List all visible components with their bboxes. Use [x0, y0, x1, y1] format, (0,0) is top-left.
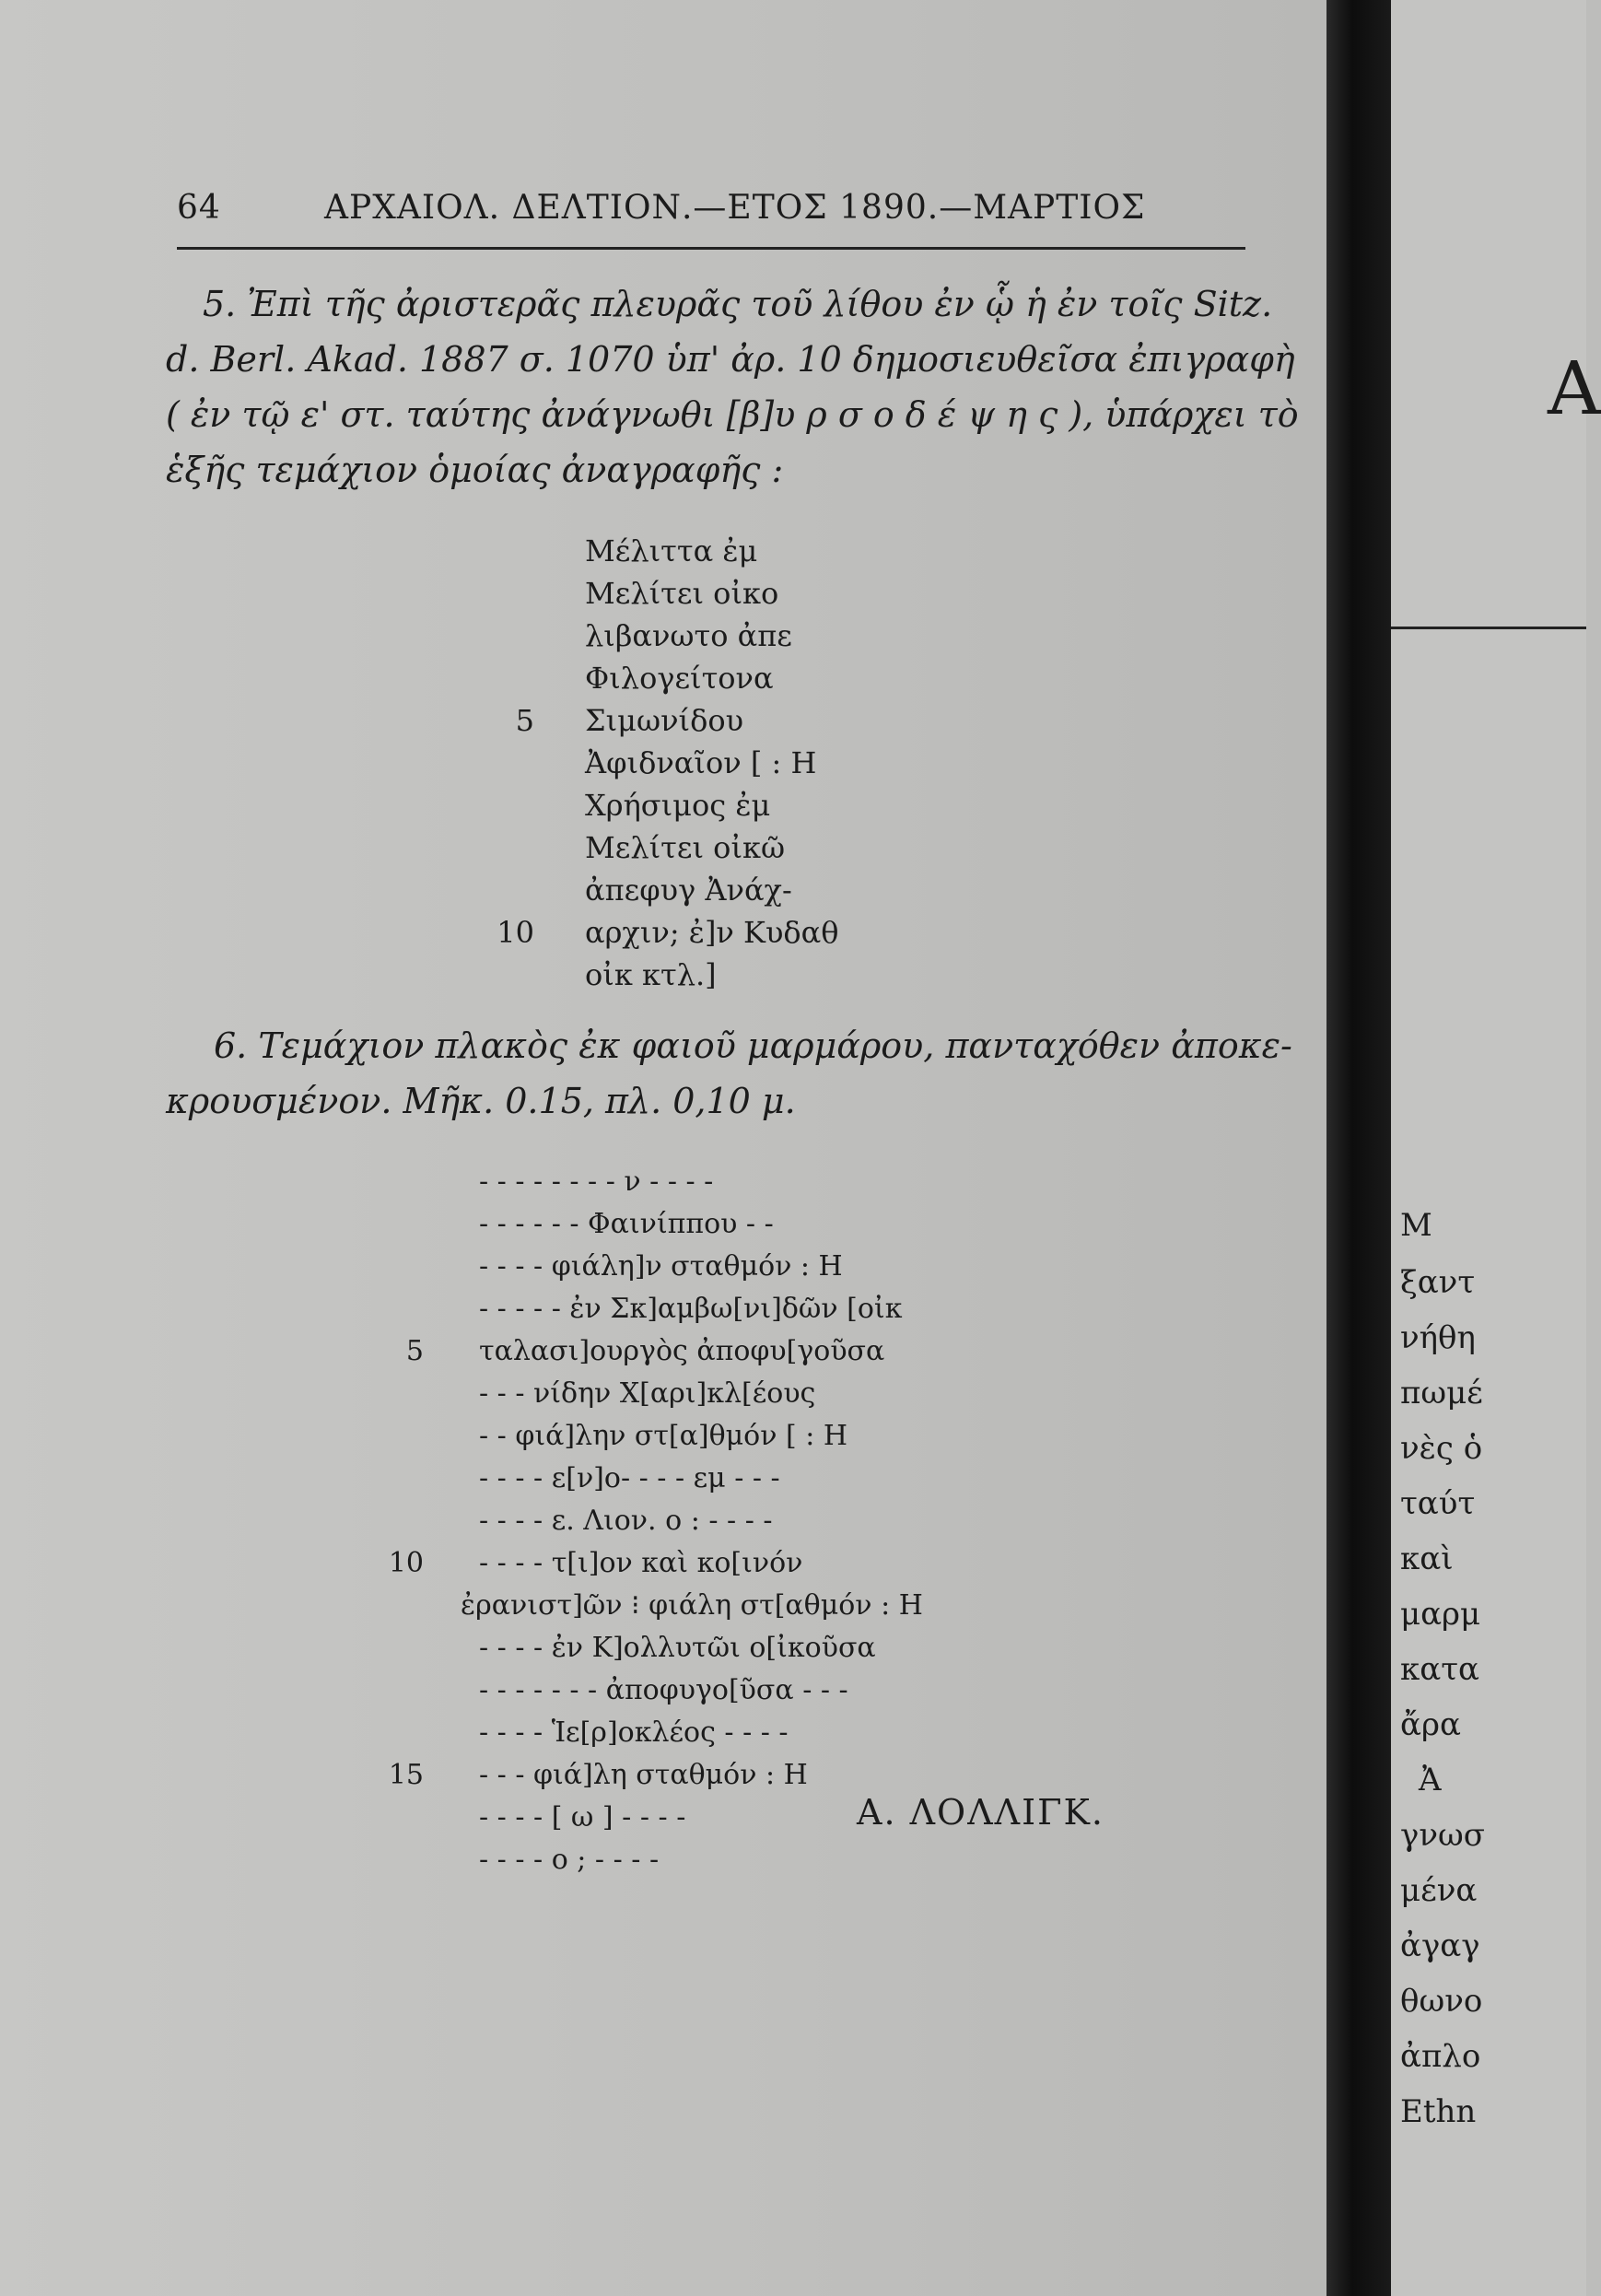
inscription-line: - - - - - - Φαινίππου - -	[479, 1208, 774, 1240]
inscription-line: - - - - τ[ι]ον καὶ κο[ινόν	[479, 1547, 803, 1579]
inscription-line: Φιλογείτονα	[585, 661, 774, 696]
facing-page-line: ξαντ	[1400, 1264, 1476, 1301]
book-gutter	[1326, 0, 1391, 2296]
facing-page-line: νὲς ὁ	[1400, 1430, 1483, 1467]
facing-page-line: ἀγαγ	[1400, 1927, 1480, 1964]
inscription-line: Μέλιττα ἐμ	[585, 533, 758, 568]
inscription-2	[0, 1161, 1198, 1881]
inscription-line: Σιμωνίδου	[585, 703, 744, 738]
inscription-line: - - - - φιάλη]ν σταθμόν : Η	[479, 1250, 843, 1283]
facing-page-line: πωμέ	[1400, 1375, 1483, 1412]
facing-page-line: κατα	[1400, 1651, 1479, 1688]
header-rule	[177, 247, 1245, 250]
line-number: 10	[388, 1547, 424, 1579]
facing-page-line: ταύτ	[1400, 1485, 1476, 1522]
paragraph-line: d. Berl. Akad. 1887 σ. 1070 ὑπ' ἀρ. 10 δημοσιευθεῖσα ἐπιγραφὴ	[166, 339, 1295, 380]
author-signature: Α. ΛΟΛΛΙΓΚ.	[857, 1792, 1104, 1833]
inscription-line: ταλασι]ουργὸς ἀποφυ[γοῦσα	[479, 1335, 885, 1367]
inscription-line: - - - - - ἐν Σκ]αμβω[νι]δῶν [οἰκ	[479, 1293, 903, 1325]
facing-page-line: μένα	[1400, 1872, 1478, 1909]
paragraph-line: ἑξῆς τεμάχιον ὁμοίας ἀναγραφῆς :	[166, 450, 784, 490]
inscription-line: Χρήσιμος ἐμ	[585, 788, 771, 823]
facing-page-line: Μ	[1400, 1207, 1432, 1244]
inscription-line: - - φιά]λην στ[α]θμόν [ : Η	[479, 1420, 848, 1452]
line-number: 10	[497, 915, 534, 950]
inscription-line: - - - - Ἱε[ρ]οκλέος - - - -	[479, 1716, 789, 1749]
facing-page-line: θωνο	[1400, 1983, 1483, 2020]
inscription-line: Ἀφιδναῖον [ : Η	[585, 745, 817, 780]
facing-page-line: Ἀ	[1419, 1762, 1442, 1798]
facing-page-line: καὶ	[1400, 1540, 1454, 1577]
inscription-line: αρχιν; ἐ]ν Κυδαθ	[585, 915, 839, 950]
paragraph-line: ( ἐν τῷ ε' στ. ταύτης ἀνάγνωθι [β]υ ρ σ ο δ έ ψ η ς ), ὑπάρχει τὸ	[166, 394, 1299, 435]
inscription-1	[0, 530, 1105, 996]
inscription-line: Μελίτει οἰκῶ	[585, 830, 786, 865]
facing-page-heading-letter: Α	[1548, 346, 1601, 431]
inscription-line: ἐρανιστ]ῶν ⁝ φιάλη στ[αθμόν : Η	[461, 1589, 923, 1622]
inscription-line: - - - - ο ; - - - -	[479, 1844, 660, 1876]
facing-page-line: νήθη	[1400, 1319, 1476, 1356]
inscription-line: - - - νίδην Χ[αρι]κλ[έους	[479, 1377, 816, 1410]
inscription-line: ἀπεφυγ Ἀνάχ-	[585, 873, 792, 908]
facing-page-line: μαρμ	[1400, 1596, 1481, 1633]
facing-page-line: Ethn	[1400, 2093, 1477, 2130]
facing-page-line: ἄρα	[1400, 1706, 1461, 1743]
inscription-line: Μελίτει οἰκο	[585, 576, 779, 611]
inscription-line: - - - - ε[ν]ο- - - - εμ - - -	[479, 1462, 780, 1494]
inscription-line: - - - - - - - ἀποφυγο[ῦσα - - -	[479, 1674, 848, 1706]
inscription-line: - - - - - - - - ν - - - -	[479, 1166, 714, 1198]
line-number: 5	[515, 703, 534, 738]
paragraph-line: 6. Τεμάχιον πλακὸς ἐκ φαιοῦ μαρμάρου, πανταχόθεν ἀποκε-	[214, 1025, 1292, 1066]
section-5-paragraph	[166, 276, 1299, 498]
inscription-line: - - - - [ ω ] - - - -	[479, 1801, 686, 1833]
facing-page-fragment	[1391, 0, 1601, 2296]
facing-page-line: γνωσ	[1400, 1817, 1485, 1854]
page-number: 64	[177, 189, 221, 227]
line-number: 15	[388, 1759, 424, 1791]
inscription-line: - - - - ἐν Κ]ολλυτῶι ο[ἰκοῦσα	[479, 1632, 876, 1664]
section-6-paragraph	[166, 1018, 1292, 1129]
facing-page-line: ἀπλο	[1400, 2038, 1481, 2075]
paragraph-line: 5. Ἐπὶ τῆς ἀριστερᾶς πλευρᾶς τοῦ λίθου ἐν ᾧ ἡ ἐν τοῖς Sitz.	[203, 284, 1273, 324]
inscription-line: οἰκ κτλ.]	[585, 957, 717, 992]
running-title: ΑΡΧΑΙΟΛ. ΔΕΛΤΙΟΝ.—ΕΤΟΣ 1890.—ΜΑΡΤΙΟΣ	[324, 189, 1146, 227]
line-number: 5	[405, 1335, 424, 1367]
inscription-line: - - - φιά]λη σταθμόν : Η	[479, 1759, 808, 1791]
inscription-line: - - - - ε. Λιον. ο : - - - -	[479, 1505, 773, 1537]
inscription-line: λιβανωτο ἀπε	[585, 618, 792, 653]
facing-page-rule	[1391, 627, 1586, 629]
paragraph-line: κρουσμένον. Μῆκ. 0.15, πλ. 0,10 μ.	[166, 1081, 796, 1121]
